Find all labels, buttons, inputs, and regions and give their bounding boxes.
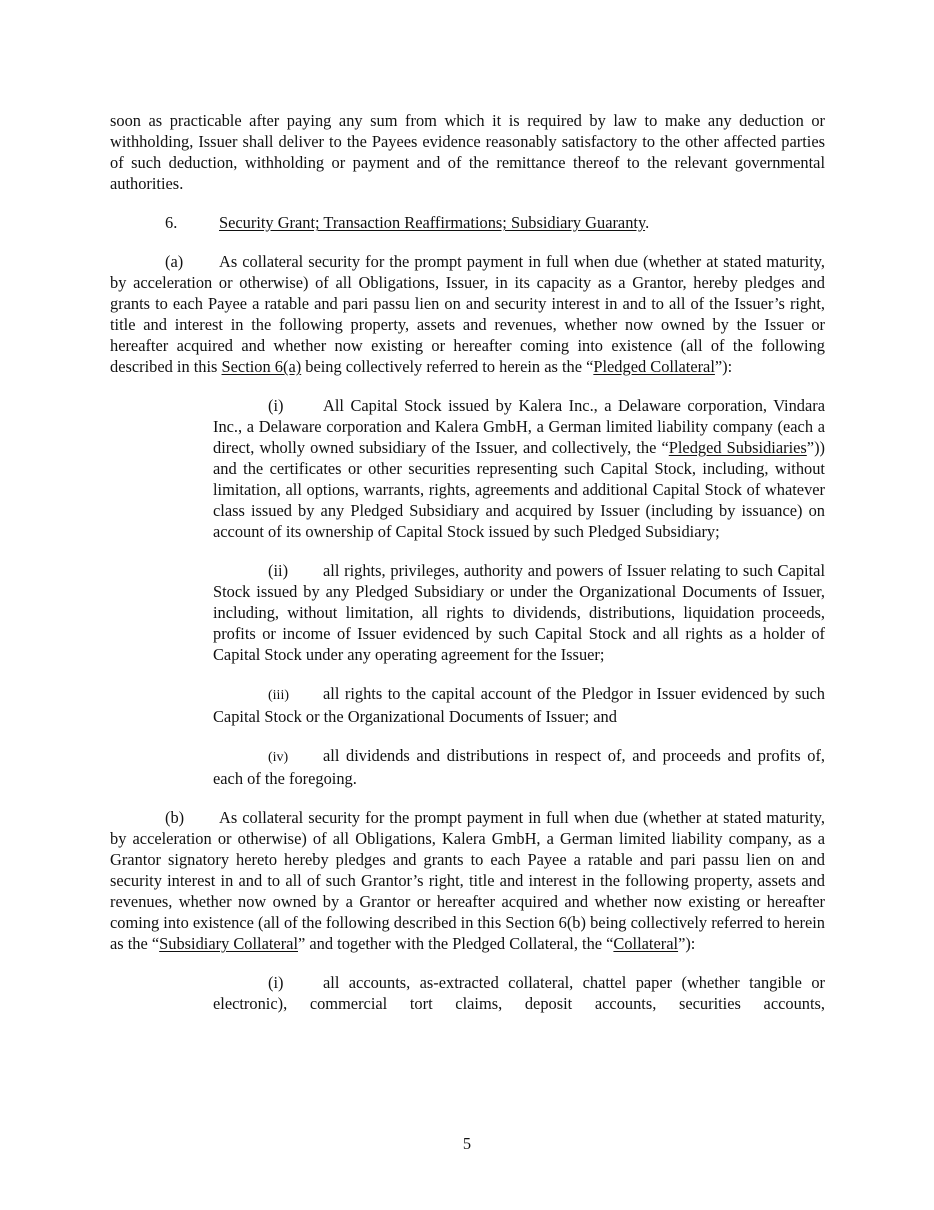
defined-term-pledged-subsidiaries: Pledged Subsidiaries: [668, 438, 807, 457]
item-label: (i): [268, 396, 284, 415]
paragraph-b-text-3: ”):: [678, 934, 696, 953]
item-label: (ii): [268, 561, 289, 580]
list-item-a-iv: [213, 745, 825, 789]
defined-term-collateral: Collateral: [613, 934, 679, 953]
list-item-a-ii: [213, 560, 825, 665]
paragraph-b-text-2: ” and together with the Pledged Collateral, the “: [298, 934, 614, 953]
item-label: (iv): [268, 750, 289, 765]
list-item-a-i: [213, 395, 825, 542]
paragraph-b-label: (b): [165, 808, 185, 827]
list-item-a-iii: [213, 683, 825, 727]
section-6-heading: 6. Security Grant; Transaction Reaffirmations; Subsidiary Guaranty.: [165, 213, 650, 232]
intro-paragraph: soon as practicable after paying any sum from which it is required by law to make any deduction or withholding, Issuer shall deliver to the Payees evidence reasonably satisfactory to the other affected parties of such deduction, withholding or payment and of the remittance thereof to the relevant governmental authorities.: [110, 111, 825, 193]
page-number: 5: [462, 1134, 472, 1153]
document-page: [110, 110, 825, 1032]
paragraph-a-label: (a): [165, 252, 184, 271]
item-label: (iii): [268, 688, 289, 703]
defined-term-pledged-collateral: Pledged Collateral: [593, 357, 715, 376]
section-6a-reference: Section 6(a): [221, 357, 302, 376]
item-text: all rights, privileges, authority and powers of Issuer relating to such Capital Stock issued by any Pledged Subsidiary or under the Organizational Documents of Issuer, including, without limitation, all rights to dividends, distributions, liquidation proceeds, profits or income of Issuer evidenced by such Capital Stock and all rights as a holder of Capital Stock under any operating agreement for the Issuer;: [213, 561, 825, 664]
defined-term-subsidiary-collateral: Subsidiary Collateral: [159, 934, 298, 953]
item-text-1: All Capital Stock issued by Kalera Inc., a Delaware corporation, Vindara Inc., a Delaware corporation and Kalera GmbH, a German limited liability company (each a direct, wholly owned subsidiary of the Issuer, and collectively, the “: [213, 396, 825, 457]
paragraph-b-items: [213, 972, 825, 1014]
paragraph-b-text-1: As collateral security for the prompt payment in full when due (whether at stated maturity, by acceleration or otherwise) of all Obligations, Kalera GmbH, a German limited liability company, as a Grantor signatory hereto hereby pledges and grants to each Payee a ratable and pari passu lien on and security interest in and to all of such Grantor’s right, title and interest in the following property, assets and revenues, whether now owned by a Grantor or hereafter acquired and whether now existing or hereafter coming into existence (all of the following described in this Section 6(b) being collectively referred to herein as the “: [110, 808, 825, 953]
item-text: all dividends and distributions in respect of, and proceeds and profits of, each of the foregoing.: [213, 746, 825, 788]
paragraph-a-text-2: being collectively referred to herein as the “: [301, 357, 594, 376]
section-number: 6.: [165, 213, 178, 232]
paragraph-a: [110, 251, 825, 377]
paragraph-a-items: [213, 395, 825, 789]
item-text: all accounts, as-extracted collateral, chattel paper (whether tangible or electronic), commercial tort claims, deposit accounts, securities accounts,: [213, 973, 825, 1013]
item-text: all rights to the capital account of the Pledgor in Issuer evidenced by such Capital Stock or the Organizational Documents of Issuer; and: [213, 684, 825, 726]
section-title: Security Grant; Transaction Reaffirmations; Subsidiary Guaranty: [219, 213, 646, 232]
item-label: (i): [268, 973, 284, 992]
paragraph-a-text-1: As collateral security for the prompt payment in full when due (whether at stated maturity, by acceleration or otherwise) of all Obligations, Issuer, in its capacity as a Grantor, hereby pledges and grants to each Payee a ratable and pari passu lien on and security interest in and to all of the Issuer’s right, title and interest in the following property, assets and revenues, whether now owned by the Issuer or hereafter acquired and whether now existing or hereafter coming into existence (all of the following described in this: [110, 252, 825, 376]
paragraph-b: [110, 807, 825, 954]
list-item-b-i: [213, 972, 825, 1014]
item-text-2: ”)) and the certificates or other securities representing such Capital Stock, including, without limitation, all options, warrants, rights, agreements and additional Capital Stock of whatever class issued by any Pledged Subsidiary and acquired by Issuer (including by issuance) on account of its ownership of Capital Stock issued by such Pledged Subsidiary;: [213, 438, 825, 541]
paragraph-a-text-3: ”):: [714, 357, 733, 376]
